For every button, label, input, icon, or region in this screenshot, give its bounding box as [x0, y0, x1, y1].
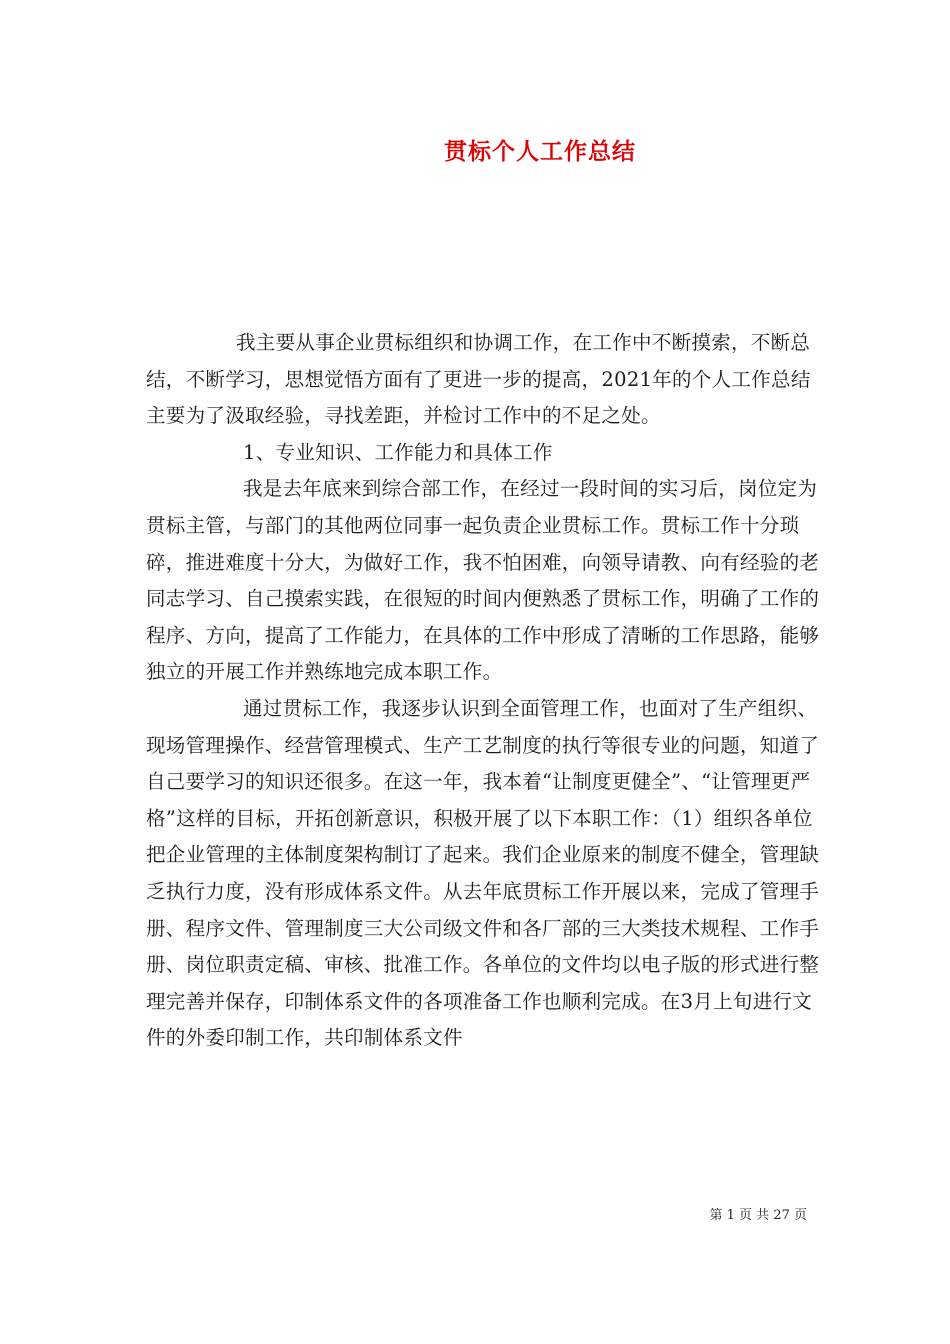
document-title: 贯标个人工作总结 [444, 138, 636, 165]
page-number-footer: 第 1 页 共 27 页 [709, 1208, 807, 1223]
paragraph-intro: 我主要从事企业贯标组织和协调工作，在工作中不断摸索，不断总结，不断学习，思想觉悟方面有了更进一步的提高，2021年的个人工作总结主要为了汲取经验，寻找差距，并检讨工作中的不足之处。 [146, 331, 811, 428]
section-heading: 1、专业知识、工作能力和具体工作 [243, 440, 553, 464]
document-body [146, 325, 822, 1057]
paragraph-work-experience: 我是去年底来到综合部工作，在经过一段时间的实习后，岗位定为贯标主管，与部门的其他两位同事一起负责企业贯标工作。贯标工作十分琐碎，推进难度十分大，为做好工作，我不怕困难，向领导请教、向有经验的老同志学习、自己摸索实践，在很短的时间内便熟悉了贯标工作，明确了工作的程序、方向，提高了工作能力，在具体的工作中形成了清晰的工作思路，能够独立的开展工作并熟练地完成本职工作。 [146, 477, 820, 684]
paragraph-achievements: 通过贯标工作，我逐步认识到全面管理工作，也面对了生产组织、现场管理操作、经营管理模式、生产工艺制度的执行等很专业的问题，知道了自己要学习的知识还很多。在这一年，我本着“让制度更健全”、“让管理更严格”这样的目标，开拓创新意识，积极开展了以下本职工作：（1）组织各单位把企业管理的主体制度架构制订了起来。我们企业原来的制度不健全，管理缺乏执行力度，没有形成体系文件。从去年底贯标工作开展以来，完成了管理手册、程序文件、管理制度三大公司级文件和各厂部的三大类技术规程、工作手册、岗位职责定稿、审核、批准工作。各单位的文件均以电子版的形式进行整理完善并保存，印制体系文件的各项准备工作也顺利完成。在3月上旬进行文件的外委印制工作，共印制体系文件 [146, 696, 820, 1050]
